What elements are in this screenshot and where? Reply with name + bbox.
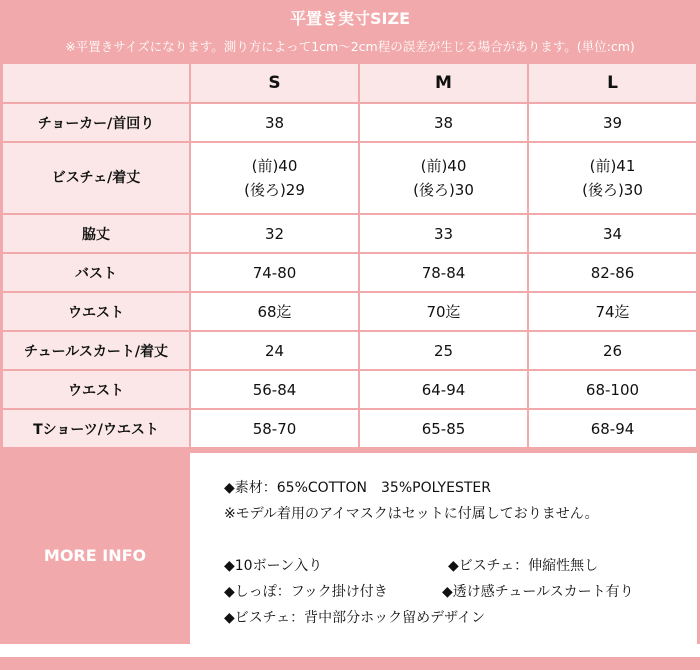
table-cell: 64-94 bbox=[360, 371, 527, 408]
table-row bbox=[3, 410, 696, 447]
table-row bbox=[3, 332, 696, 369]
eye-mask-notice: ※モデル着用のアイマスクはセットに付属しておりません。 bbox=[224, 506, 599, 522]
size-header bbox=[0, 0, 700, 62]
feature-item: ◆しっぽ：フック掛け付き bbox=[224, 584, 388, 600]
table-cell: 74-80 bbox=[191, 254, 358, 291]
table-cell: 56-84 bbox=[191, 371, 358, 408]
table-cell: 25 bbox=[360, 332, 527, 369]
table-cell bbox=[529, 143, 696, 213]
bottom-border bbox=[0, 644, 700, 657]
col-header-m: M bbox=[360, 64, 527, 102]
row-label: 脇丈 bbox=[3, 215, 189, 252]
more-info-box bbox=[190, 453, 697, 651]
back-length: (後ろ)29 bbox=[244, 181, 305, 199]
table-cell: 65-85 bbox=[360, 410, 527, 447]
table-cell: 38 bbox=[360, 104, 527, 141]
table-cell: 82-86 bbox=[529, 254, 696, 291]
row-label: ウエスト bbox=[3, 371, 189, 408]
table-row bbox=[3, 293, 696, 330]
col-header-s: S bbox=[191, 64, 358, 102]
more-info-label: MORE INFO bbox=[43, 545, 147, 565]
table-row bbox=[3, 215, 696, 252]
row-label: Tショーツ/ウエスト bbox=[3, 410, 189, 447]
table-cell: 68-94 bbox=[529, 410, 696, 447]
table-cell: 78-84 bbox=[360, 254, 527, 291]
row-label: ウエスト bbox=[3, 293, 189, 330]
feature-item: ◆ビスチェ：伸縮性無し bbox=[448, 558, 599, 574]
more-info-section bbox=[0, 453, 700, 657]
table-corner bbox=[3, 64, 189, 102]
table-cell: 32 bbox=[191, 215, 358, 252]
table-row bbox=[3, 143, 696, 213]
row-label: バスト bbox=[3, 254, 189, 291]
measurement-note: ※平置きサイズになります。測り方によって1cm〜2cm程の誤差が生じる場合があります。(単位:cm) bbox=[65, 39, 635, 54]
back-length: (後ろ)30 bbox=[582, 181, 643, 199]
table-cell: 24 bbox=[191, 332, 358, 369]
size-header-row bbox=[3, 64, 696, 102]
table-cell: 26 bbox=[529, 332, 696, 369]
table-row bbox=[3, 104, 696, 141]
feature-item: ◆ビスチェ：背中部分ホック留めデザイン bbox=[224, 610, 486, 626]
size-table bbox=[1, 62, 698, 449]
table-cell: 70迄 bbox=[360, 293, 527, 330]
row-label: チュールスカート/着丈 bbox=[3, 332, 189, 369]
feature-item: ◆透け感チュールスカート有り bbox=[442, 584, 634, 600]
table-row bbox=[3, 371, 696, 408]
size-title: 平置き実寸SIZE bbox=[289, 9, 410, 28]
row-label: チョーカー/首回り bbox=[3, 104, 189, 141]
col-header-l: L bbox=[529, 64, 696, 102]
table-cell bbox=[191, 143, 358, 213]
material-line: ◆素材：65%COTTON 35%POLYESTER bbox=[224, 480, 491, 496]
table-cell: 58-70 bbox=[191, 410, 358, 447]
table-cell: 74迄 bbox=[529, 293, 696, 330]
table-cell: 68-100 bbox=[529, 371, 696, 408]
feature-item: ◆10ボーン入り bbox=[224, 558, 323, 574]
table-cell: 38 bbox=[191, 104, 358, 141]
front-length: (前)40 bbox=[420, 157, 467, 175]
table-cell bbox=[360, 143, 527, 213]
table-cell: 33 bbox=[360, 215, 527, 252]
table-cell: 39 bbox=[529, 104, 696, 141]
front-length: (前)41 bbox=[589, 157, 636, 175]
row-label: ビスチェ/着丈 bbox=[3, 143, 189, 213]
table-cell: 34 bbox=[529, 215, 696, 252]
back-length: (後ろ)30 bbox=[413, 181, 474, 199]
front-length: (前)40 bbox=[251, 157, 298, 175]
table-cell: 68迄 bbox=[191, 293, 358, 330]
table-row bbox=[3, 254, 696, 291]
